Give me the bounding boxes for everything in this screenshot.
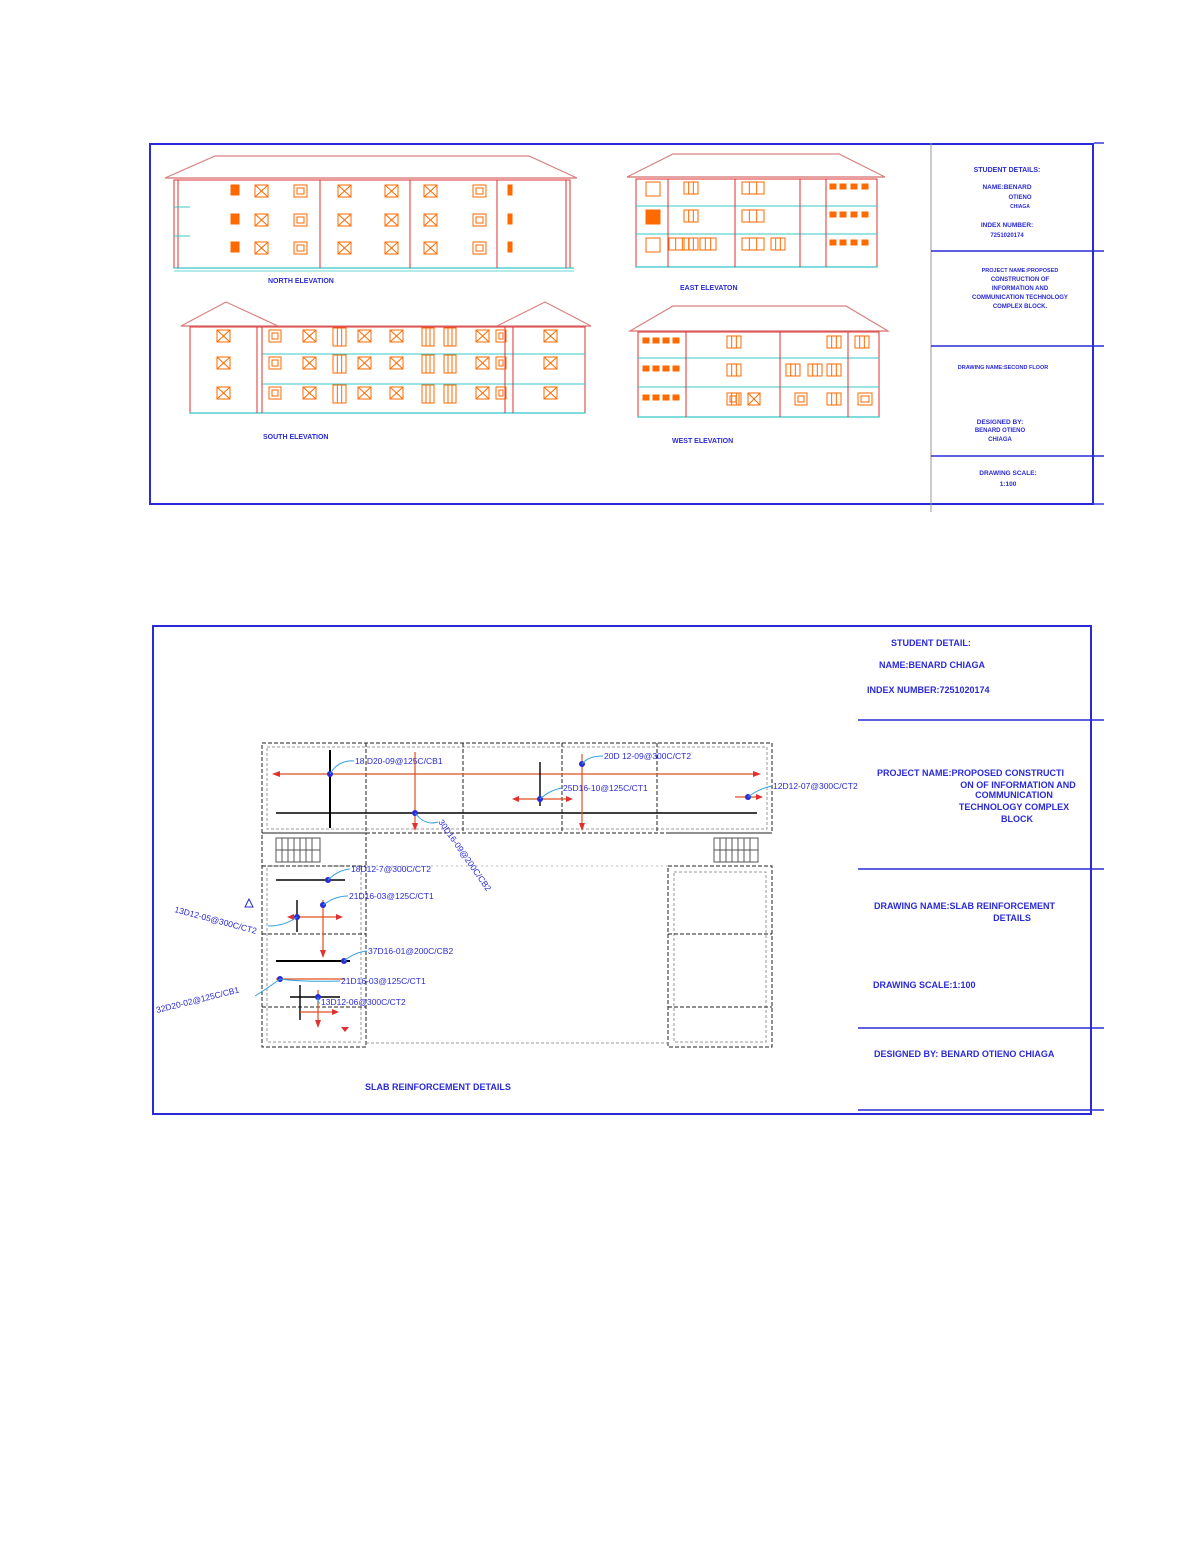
east-elevation <box>627 154 885 267</box>
elevations-drawing <box>0 0 1200 560</box>
south-elevation <box>181 302 591 413</box>
rebar-annotation-12: 13D12-06@300C/CT2 <box>321 997 406 1007</box>
drawing-name: DRAWING NAME:SECOND FLOOR <box>957 365 1049 371</box>
project-name-line5: COMPLEX BLOCK. <box>992 304 1048 310</box>
student-name-line2: OTIENO <box>1008 195 1032 201</box>
project-name-line3: INFORMATION AND <box>991 286 1049 292</box>
drawing-scale: DRAWING SCALE:1:100 <box>873 980 976 990</box>
rebar-annotation-3: 25D16-10@125C/CT1 <box>563 783 648 793</box>
drawing-name-line2: DETAILS <box>993 913 1031 923</box>
student-detail-heading: STUDENT DETAIL: <box>891 638 971 648</box>
project-name-line4: COMMUNICATION TECHNOLOGY <box>972 295 1068 301</box>
rebar-annotation-2: 20D 12-09@300C/CT2 <box>604 751 692 761</box>
north-elevation <box>165 156 577 271</box>
north-elevation-label: NORTH ELEVATION <box>268 278 334 285</box>
rebar-annotation-7: 21D16-03@125C/CT1 <box>349 891 434 901</box>
student-name-line3: CHIAGA <box>1010 204 1030 210</box>
south-elevation-label: SOUTH ELEVATION <box>263 434 329 441</box>
designed-by-line2: CHIAGA <box>988 437 1012 443</box>
rebar-annotation-8: 13D12-05@300C/CT2 <box>173 904 258 936</box>
rebar-annotation-5: 30D16-09@200C/CB2 <box>436 817 494 893</box>
designed-by-label: DESIGNED BY: <box>976 419 1024 426</box>
west-elevation-label: WEST ELEVATION <box>672 438 734 445</box>
drawing-scale-value: 1:100 <box>999 481 1017 488</box>
project-name-line5: BLOCK <box>1001 814 1033 824</box>
project-name-line3: COMMUNICATION <box>975 790 1053 800</box>
index-number-value: 7251020174 <box>990 233 1024 239</box>
project-name-line2: CONSTRUCTION OF <box>990 277 1050 283</box>
index-number: INDEX NUMBER:7251020174 <box>867 685 990 695</box>
slab-reinforcement-sheet <box>152 625 1092 1115</box>
rebar-annotation-9: 37D16-01@200C/CB2 <box>368 946 454 956</box>
rebar-annotation-4: 12D12-07@300C/CT2 <box>773 781 858 791</box>
project-name-line1: PROJECT NAME:PROPOSED <box>981 268 1059 274</box>
rebar-annotation-11: 32D20-02@125C/CB1 <box>155 984 241 1015</box>
project-name-line1: PROJECT NAME:PROPOSED CONSTRUCTI <box>877 768 1065 778</box>
rebar-annotation-10: 21D16-03@125C/CT1 <box>341 976 426 986</box>
rebar-annotation-6: 18D12-7@300C/CT2 <box>351 864 431 874</box>
designed-by: DESIGNED BY: BENARD OTIENO CHIAGA <box>874 1049 1055 1059</box>
rebar-annotation-1: 18 D20-09@125C/CB1 <box>355 756 443 766</box>
drawing-scale-label: DRAWING SCALE: <box>979 470 1037 477</box>
drawing-name-line1: DRAWING NAME:SLAB REINFORCEMENT <box>874 901 1055 911</box>
project-name-line4: TECHNOLOGY COMPLEX <box>958 802 1070 812</box>
project-name-line2: ON OF INFORMATION AND <box>960 780 1076 790</box>
west-elevation <box>630 306 888 417</box>
student-details-heading: STUDENT DETAILS: <box>973 167 1041 174</box>
student-name: NAME:BENARD CHIAGA <box>879 660 985 670</box>
slab-plan-title: SLAB REINFORCEMENT DETAILS <box>365 1082 511 1092</box>
east-elevation-label: EAST ELEVATON <box>680 285 738 292</box>
student-name-line1: NAME:BENARD <box>982 184 1032 191</box>
index-number-label: INDEX NUMBER: <box>980 222 1034 229</box>
designed-by-line1: BENARD OTIENO <box>974 428 1026 434</box>
